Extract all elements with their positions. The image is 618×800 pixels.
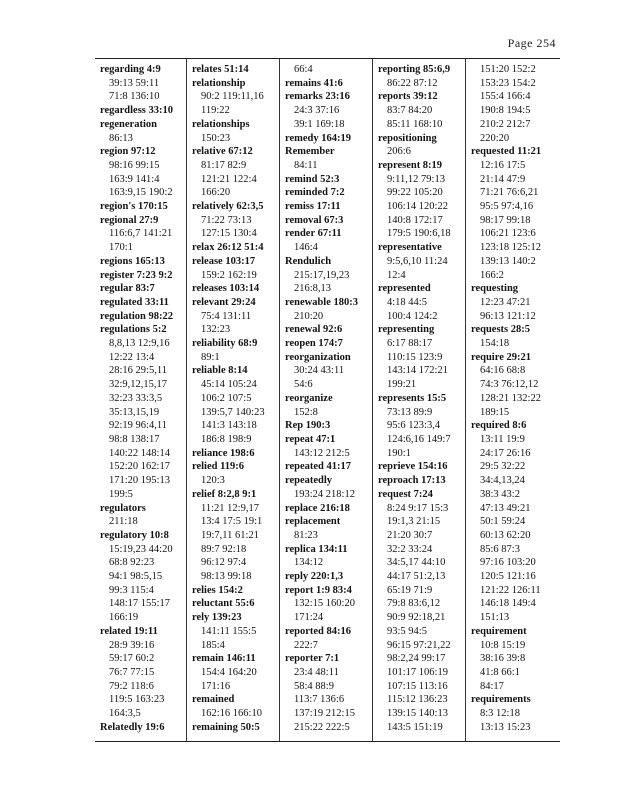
index-entry-refs: 155:4 166:4 xyxy=(480,91,531,103)
index-entry-refs: 95:5 97:4,16 xyxy=(480,201,534,213)
index-entry-refs: 28:9 39:16 xyxy=(109,639,155,651)
index-entry-refs: 148:17 155:17 xyxy=(109,598,170,610)
index-entry-word: required 8:6 xyxy=(471,420,527,432)
index-entry-refs: 190:1 xyxy=(387,447,411,459)
index-entry-refs: 220:20 xyxy=(480,132,510,144)
index-entry-refs: 96:15 97:21,22 xyxy=(387,639,451,651)
index-entry-word: requested 11:21 xyxy=(471,146,542,158)
index-entry-refs: 215:22 222:5 xyxy=(294,721,350,733)
index-entry-refs: 10:8 15:19 xyxy=(480,639,526,651)
index-entry-word: regions 165:13 xyxy=(100,255,165,267)
index-entry-refs: 139:13 140:2 xyxy=(480,255,536,267)
index-entry-refs: 85:11 168:10 xyxy=(387,118,443,130)
index-entry-refs: 94:1 98:5,15 xyxy=(109,571,163,583)
index-entry-refs: 8:3 12:18 xyxy=(480,708,520,720)
index-entry-refs: 222:7 xyxy=(294,639,318,651)
index-entry-refs: 150:23 xyxy=(201,132,231,144)
index-entry-refs: 32:23 33:3,5 xyxy=(109,392,163,404)
index-entry-word: reprieve 154:16 xyxy=(378,461,448,473)
index-entry-refs: 4:18 44:5 xyxy=(387,296,427,308)
index-entry-refs: 128:21 132:22 xyxy=(480,392,541,404)
index-column-1 xyxy=(100,63,173,734)
index-entry-word: reliability 68:9 xyxy=(192,338,258,350)
index-entry-refs: 85:6 87:3 xyxy=(480,543,520,555)
index-entry-refs: 116:6,7 141:21 xyxy=(109,228,173,240)
index-entry-refs: 24:17 26:16 xyxy=(480,447,531,459)
index-entry-refs: 73:13 89:9 xyxy=(387,406,433,418)
index-entry-refs: 170:1 xyxy=(109,242,133,254)
index-entry-word: reopen 174:7 xyxy=(285,338,343,350)
index-entry-refs: 84:11 xyxy=(294,159,318,171)
index-entry-word: reported 84:16 xyxy=(285,625,351,637)
index-entry-word: replace 216:18 xyxy=(285,502,350,514)
index-entry-refs: 38:3 43:2 xyxy=(480,488,520,500)
index-entry-word: repositioning xyxy=(378,132,437,144)
index-entry-refs: 119:5 163:23 xyxy=(109,694,165,706)
index-entry-refs: 121:21 122:4 xyxy=(201,173,257,185)
index-entry-refs: 166:19 xyxy=(109,612,139,624)
index-entry-refs: 199:21 xyxy=(387,379,417,391)
index-entry-word: regulatory 10:8 xyxy=(100,529,169,541)
index-entry-refs: 152:8 xyxy=(294,406,318,418)
index-entry-refs: 215:17,19,23 xyxy=(294,269,350,281)
index-entry-refs: 98:8 138:17 xyxy=(109,433,160,445)
index-entry-refs: 106:2 107:5 xyxy=(201,392,252,404)
index-entry-refs: 75:4 131:11 xyxy=(201,310,252,322)
index-entry-refs: 143:14 172:21 xyxy=(387,365,448,377)
word-index-table xyxy=(95,58,560,742)
index-entry-refs: 9:11,12 79:13 xyxy=(387,173,445,185)
index-entry-refs: 139:15 140:13 xyxy=(387,708,448,720)
index-entry-refs: 171:16 xyxy=(201,680,231,692)
index-entry-refs: 44:17 51:2,13 xyxy=(387,571,446,583)
index-entry-refs: 123:18 125:12 xyxy=(480,242,541,254)
index-entry-word: relationship xyxy=(192,77,246,89)
index-entry-refs: 47:13 49:21 xyxy=(480,502,531,514)
index-entry-refs: 54:6 xyxy=(294,379,313,391)
index-entry-refs: 210:2 212:7 xyxy=(480,118,531,130)
index-entry-refs: 101:17 106:19 xyxy=(387,666,448,678)
index-entry-word: Rendulich xyxy=(285,255,332,267)
index-entry-refs: 96:13 121:12 xyxy=(480,310,536,322)
index-entry-word: require 29:21 xyxy=(471,351,531,363)
index-entry-refs: 24:3 37:16 xyxy=(294,105,340,117)
index-entry-word: reorganization xyxy=(285,351,351,363)
index-entry-word: reports 39:12 xyxy=(378,91,438,103)
index-entry-word: regarding 4:9 xyxy=(100,64,161,75)
index-column-4 xyxy=(378,63,451,734)
index-entry-refs: 143:12 212:5 xyxy=(294,447,350,459)
index-entry-word: reminded 7:2 xyxy=(285,187,345,199)
index-entry-word: Remember xyxy=(285,146,335,158)
index-entry-word: reorganize xyxy=(285,392,333,404)
index-entry-word: representing xyxy=(378,324,435,336)
index-entry-refs: 41:8 66:1 xyxy=(480,666,520,678)
index-entry-word: region 97:12 xyxy=(100,146,156,158)
index-entry-word: related 19:11 xyxy=(100,625,158,637)
index-entry-refs: 98:2,24 99:17 xyxy=(387,653,446,665)
index-entry-refs: 89:7 92:18 xyxy=(201,543,247,555)
index-entry-refs: 154:4 164:20 xyxy=(201,666,257,678)
index-entry-refs: 86:22 87:12 xyxy=(387,77,438,89)
index-entry-refs: 79:2 118:6 xyxy=(109,680,154,692)
index-entry-word: regardless 33:10 xyxy=(100,105,174,117)
index-entry-word: repeated 41:17 xyxy=(285,461,351,473)
index-entry-word: representative xyxy=(378,242,442,254)
index-entry-refs: 120:3 xyxy=(201,475,225,487)
index-entry-refs: 83:7 84:20 xyxy=(387,105,433,117)
index-entry-word: remarks 23:16 xyxy=(285,91,350,103)
index-entry-refs: 81:17 82:9 xyxy=(201,159,247,171)
index-entry-word: removal 67:3 xyxy=(285,214,344,226)
index-entry-refs: 113:7 136:6 xyxy=(294,694,345,706)
index-entry-refs: 186:8 198:9 xyxy=(201,433,252,445)
index-entry-refs: 13:4 17:5 19:1 xyxy=(201,516,263,528)
index-entry-word: regular 83:7 xyxy=(100,283,155,295)
index-column-5 xyxy=(471,63,541,734)
index-entry-refs: 141:3 143:18 xyxy=(201,420,257,432)
index-entry-word: relevant 29:24 xyxy=(192,296,256,308)
index-entry-word: regulation 98:22 xyxy=(100,310,174,322)
index-entry-refs: 115:12 136:23 xyxy=(387,694,448,706)
index-entry-refs: 99:22 105:20 xyxy=(387,187,443,199)
page-number: Page 254 xyxy=(507,36,556,50)
index-entry-refs: 76:7 77:15 xyxy=(109,666,155,678)
index-entry-refs: 71:22 73:13 xyxy=(201,214,252,226)
index-entry-word: renewal 92:6 xyxy=(285,324,343,336)
index-entry-refs: 171:24 xyxy=(294,612,324,624)
index-entry-word: relax 26:12 51:4 xyxy=(192,242,264,254)
index-entry-refs: 98:13 99:18 xyxy=(201,571,252,583)
index-entry-refs: 100:4 124:2 xyxy=(387,310,438,322)
index-entry-refs: 21:20 30:7 xyxy=(387,529,433,541)
index-entry-refs: 38:16 39:8 xyxy=(480,653,526,665)
index-entry-refs: 97:16 103:20 xyxy=(480,557,536,569)
index-entry-word: requests 28:5 xyxy=(471,324,531,336)
index-entry-refs: 28:16 29:5,11 xyxy=(109,365,167,377)
index-entry-refs: 64:16 68:8 xyxy=(480,365,526,377)
index-entry-refs: 34:4,13,24 xyxy=(480,475,525,487)
index-entry-word: represents 15:5 xyxy=(378,392,447,404)
index-entry-refs: 66:4 xyxy=(294,64,313,75)
index-entry-refs: 98:17 99:18 xyxy=(480,214,531,226)
index-entry-refs: 23:4 48:11 xyxy=(294,666,339,678)
index-entry-refs: 71:21 76:6,21 xyxy=(480,187,539,199)
index-entry-word: requirement xyxy=(471,625,527,637)
index-entry-word: relief 8:2,8 9:1 xyxy=(192,488,257,500)
index-entry-refs: 127:15 130:4 xyxy=(201,228,257,240)
index-entry-refs: 21:14 47:9 xyxy=(480,173,526,185)
index-entry-refs: 50:1 59:24 xyxy=(480,516,526,528)
index-entry-word: remedy 164:19 xyxy=(285,132,351,144)
index-entry-word: regulations 5:2 xyxy=(100,324,167,336)
index-entry-refs: 141:11 155:5 xyxy=(201,625,257,637)
index-entry-refs: 90:9 92:18,21 xyxy=(387,612,446,624)
index-entry-word: regulated 33:11 xyxy=(100,296,169,308)
index-entry-refs: 12:4 xyxy=(387,269,406,281)
index-entry-refs: 211:18 xyxy=(109,516,138,528)
index-entry-word: remained xyxy=(192,694,235,706)
index-entry-refs: 15:19,23 44:20 xyxy=(109,543,173,555)
column-divider xyxy=(372,59,373,741)
index-entry-refs: 98:16 99:15 xyxy=(109,159,160,171)
index-entry-refs: 6:17 88:17 xyxy=(387,338,433,350)
index-entry-refs: 39:1 169:18 xyxy=(294,118,345,130)
index-entry-word: requesting xyxy=(471,283,519,295)
index-entry-word: represented xyxy=(378,283,431,295)
index-entry-refs: 193:24 218:12 xyxy=(294,488,355,500)
index-entry-word: rely 139:23 xyxy=(192,612,242,624)
index-entry-refs: 143:5 151:19 xyxy=(387,721,443,733)
index-entry-refs: 124:6,16 149:7 xyxy=(387,433,451,445)
index-entry-word: remiss 17:11 xyxy=(285,201,341,213)
index-entry-word: reporter 7:1 xyxy=(285,653,340,665)
index-entry-word: render 67:11 xyxy=(285,228,342,240)
index-entry-refs: 166:2 xyxy=(480,269,504,281)
index-entry-word: remind 52:3 xyxy=(285,173,340,185)
index-entry-word: relationships xyxy=(192,118,250,130)
index-entry-word: regulators xyxy=(100,502,146,514)
index-column-3 xyxy=(285,63,358,734)
index-entry-refs: 89:1 xyxy=(201,351,220,363)
index-entry-word: replacement xyxy=(285,516,341,528)
index-entry-refs: 8:24 9:17 15:3 xyxy=(387,502,449,514)
index-entry-refs: 139:5,7 140:23 xyxy=(201,406,265,418)
index-entry-refs: 13:11 19:9 xyxy=(480,433,525,445)
index-entry-refs: 58:4 88:9 xyxy=(294,680,334,692)
index-entry-word: remaining 50:5 xyxy=(192,721,260,733)
index-entry-refs: 30:24 43:11 xyxy=(294,365,345,377)
index-entry-refs: 34:5,17 44:10 xyxy=(387,557,446,569)
index-entry-refs: 151:13 xyxy=(480,612,510,624)
index-entry-refs: 146:4 xyxy=(294,242,318,254)
index-entry-refs: 95:6 123:3,4 xyxy=(387,420,441,432)
index-entry-refs: 90:2 119:11,16 xyxy=(201,91,264,103)
index-entry-word: relies 154:2 xyxy=(192,584,243,596)
index-entry-refs: 190:8 194:5 xyxy=(480,105,531,117)
index-entry-refs: 12:23 47:21 xyxy=(480,296,531,308)
index-entry-word: represent 8:19 xyxy=(378,159,443,171)
index-entry-refs: 8,8,13 12:9,16 xyxy=(109,338,170,350)
index-entry-refs: 162:16 166:10 xyxy=(201,708,262,720)
index-entry-refs: 12:16 17:5 xyxy=(480,159,526,171)
index-entry-refs: 29:5 32:22 xyxy=(480,461,526,473)
index-entry-refs: 199:5 xyxy=(109,488,133,500)
index-entry-refs: 84:17 xyxy=(480,680,504,692)
index-entry-word: regional 27:9 xyxy=(100,214,159,226)
index-entry-refs: 163:9 141:4 xyxy=(109,173,160,185)
index-entry-word: reporting 85:6,9 xyxy=(378,64,451,75)
index-entry-refs: 152:20 162:17 xyxy=(109,461,170,473)
index-entry-word: releases 103:14 xyxy=(192,283,260,295)
index-entry-refs: 179:5 190:6,18 xyxy=(387,228,451,240)
index-entry-refs: 121:22 126:11 xyxy=(480,584,541,596)
index-entry-refs: 35:13,15,19 xyxy=(109,406,160,418)
index-entry-word: Rep 190:3 xyxy=(285,420,331,432)
index-entry-refs: 81:23 xyxy=(294,529,318,541)
index-entry-refs: 32:2 33:24 xyxy=(387,543,433,555)
index-entry-refs: 120:5 121:16 xyxy=(480,571,536,583)
index-entry-refs: 65:19 71:9 xyxy=(387,584,433,596)
index-entry-word: reproach 17:13 xyxy=(378,475,446,487)
index-entry-refs: 137:19 212:15 xyxy=(294,708,355,720)
index-entry-word: renewable 180:3 xyxy=(285,296,359,308)
index-entry-word: repeatedly xyxy=(285,475,333,487)
index-entry-refs: 106:21 123:6 xyxy=(480,228,536,240)
index-entry-word: relates 51:14 xyxy=(192,64,249,75)
index-entry-refs: 153:23 154:2 xyxy=(480,77,536,89)
index-entry-word: remain 146:11 xyxy=(192,653,256,665)
index-entry-refs: 119:22 xyxy=(201,105,230,117)
index-entry-refs: 39:13 59:11 xyxy=(109,77,160,89)
index-entry-word: reply 220:1,3 xyxy=(285,571,344,583)
index-entry-refs: 146:18 149:4 xyxy=(480,598,536,610)
index-entry-word: replica 134:11 xyxy=(285,543,348,555)
index-entry-refs: 11:21 12:9,17 xyxy=(201,502,259,514)
index-entry-refs: 171:20 195:13 xyxy=(109,475,170,487)
index-entry-refs: 151:20 152:2 xyxy=(480,64,536,75)
index-entry-refs: 110:15 123:9 xyxy=(387,351,443,363)
index-entry-refs: 166:20 xyxy=(201,187,231,199)
index-entry-refs: 92:19 96:4,11 xyxy=(109,420,167,432)
index-entry-refs: 132:23 xyxy=(201,324,231,336)
index-entry-refs: 216:8,13 xyxy=(294,283,332,295)
index-entry-refs: 71:8 136:10 xyxy=(109,91,160,103)
index-entry-word: release 103:17 xyxy=(192,255,256,267)
index-entry-word: relative 67:12 xyxy=(192,146,253,158)
index-entry-word: report 1:9 83:4 xyxy=(285,584,352,596)
index-entry-refs: 79:8 83:6,12 xyxy=(387,598,441,610)
index-entry-refs: 19:7,11 61:21 xyxy=(201,529,259,541)
index-entry-refs: 45:14 105:24 xyxy=(201,379,257,391)
index-entry-word: reliance 198:6 xyxy=(192,447,255,459)
index-entry-refs: 32:9,12,15,17 xyxy=(109,379,168,391)
index-entry-refs: 159:2 162:19 xyxy=(201,269,257,281)
index-entry-refs: 93:5 94:5 xyxy=(387,625,427,637)
index-entry-refs: 185:4 xyxy=(201,639,225,651)
index-entry-word: remains 41:6 xyxy=(285,77,343,89)
index-entry-refs: 132:15 160:20 xyxy=(294,598,355,610)
index-entry-refs: 60:13 62:20 xyxy=(480,529,531,541)
index-entry-refs: 9:5,6,10 11:24 xyxy=(387,255,448,267)
index-entry-word: region's 170:15 xyxy=(100,201,168,213)
index-entry-word: request 7:24 xyxy=(378,488,433,500)
index-entry-refs: 12:22 13:4 xyxy=(109,351,155,363)
index-entry-refs: 134:12 xyxy=(294,557,324,569)
index-column-2 xyxy=(192,63,265,734)
index-entry-word: requirements xyxy=(471,694,531,706)
index-entry-word: repeat 47:1 xyxy=(285,433,336,445)
column-divider xyxy=(465,59,466,741)
index-entry-word: Relatedly 19:6 xyxy=(100,721,165,733)
index-entry-word: register 7:23 9:2 xyxy=(100,269,173,281)
index-entry-refs: 96:12 97:4 xyxy=(201,557,247,569)
index-entry-refs: 74:3 76:12,12 xyxy=(480,379,539,391)
index-entry-refs: 99:3 115:4 xyxy=(109,584,154,596)
index-entry-word: reliable 8:14 xyxy=(192,365,248,377)
column-divider xyxy=(186,59,187,741)
index-entry-refs: 107:15 113:16 xyxy=(387,680,448,692)
index-entry-word: relied 119:6 xyxy=(192,461,245,473)
index-entry-refs: 210:20 xyxy=(294,310,324,322)
index-entry-refs: 154:18 xyxy=(480,338,510,350)
index-entry-refs: 106:14 120:22 xyxy=(387,201,448,213)
index-entry-refs: 206:6 xyxy=(387,146,411,158)
index-entry-refs: 19:1,3 21:15 xyxy=(387,516,441,528)
index-entry-refs: 189:15 xyxy=(480,406,510,418)
index-entry-refs: 68:8 92:23 xyxy=(109,557,155,569)
index-entry-refs: 13:13 15:23 xyxy=(480,721,531,733)
index-entry-refs: 59:17 60:2 xyxy=(109,653,155,665)
index-entry-refs: 140:8 172:17 xyxy=(387,214,443,226)
index-entry-refs: 163:9,15 190:2 xyxy=(109,187,173,199)
index-entry-refs: 86:13 xyxy=(109,132,133,144)
index-entry-refs: 164:3,5 xyxy=(109,708,141,720)
index-entry-word: reluctant 55:6 xyxy=(192,598,255,610)
index-entry-word: regeneration xyxy=(100,118,157,130)
index-entry-refs: 140:22 148:14 xyxy=(109,447,170,459)
column-divider xyxy=(279,59,280,741)
index-entry-word: relatively 62:3,5 xyxy=(192,201,264,213)
